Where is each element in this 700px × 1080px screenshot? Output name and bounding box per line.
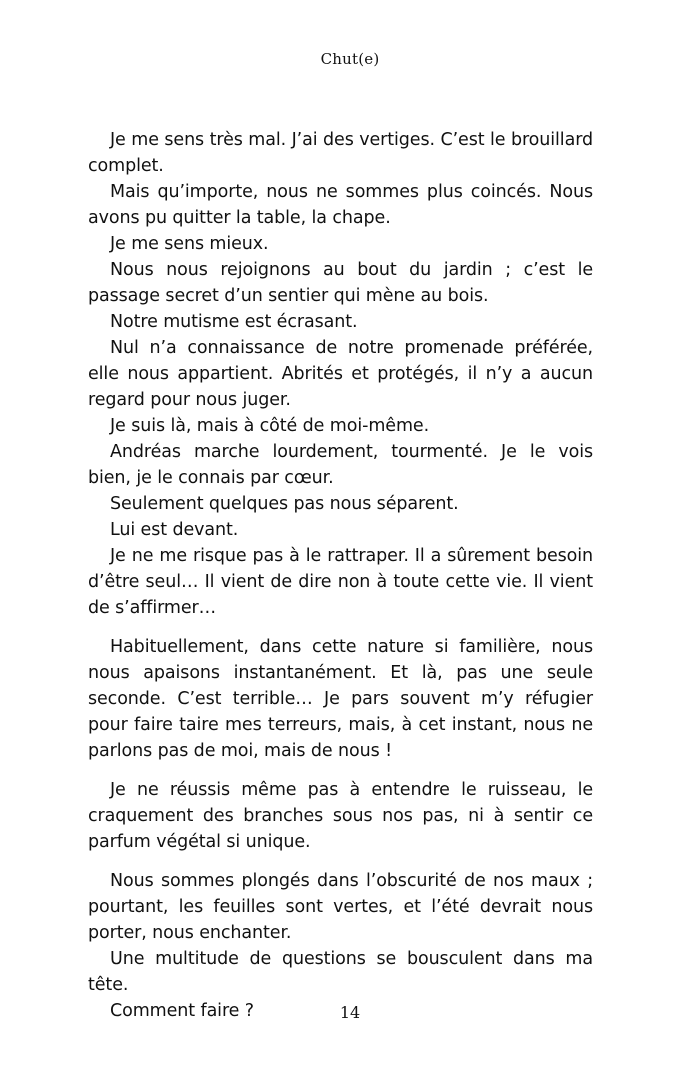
paragraph: Nous sommes plongés dans l’obscurité de nos maux ; pourtant, les feuilles sont vertes, et l’été devrait nous porter, nous enchanter. <box>88 871 593 943</box>
paragraph: Nul n’a connaissance de notre promenade préférée, elle nous appartient. Abrités et protégés, il n’y a aucun regard pour nous juger. <box>88 338 593 410</box>
paragraph: Lui est devant. <box>110 520 239 540</box>
paragraph: Mais qu’importe, nous ne sommes plus coincés. Nous avons pu quitter la table, la chape. <box>88 182 593 228</box>
paragraph: Comment faire ? <box>110 1001 254 1021</box>
running-header-title: Chut(e) <box>320 50 380 68</box>
paragraph: Andréas marche lourdement, tourmenté. Je le vois bien, je le connais par cœur. <box>88 442 593 488</box>
paragraph: Notre mutisme est écrasant. <box>110 312 358 332</box>
paragraph: Habituellement, dans cette nature si familière, nous nous apaisons instantanément. Et là, pas une seule seconde. C’est terrible… Je pars souvent m’y réfugier pour faire taire mes terreurs, mais, à cet instant, nous ne parlons pas de moi, mais de nous ! <box>88 637 593 761</box>
paragraph: Une multitude de questions se bousculent dans ma tête. <box>88 949 593 995</box>
paragraph: Je me sens très mal. J’ai des vertiges. C’est le brouillard complet. <box>88 130 593 176</box>
paragraph: Je suis là, mais à côté de moi-même. <box>110 416 430 436</box>
paragraph: Je ne me risque pas à le rattraper. Il a sûrement besoin d’être seul… Il vient de dire non à toute cette vie. Il vient de s’affirmer… <box>88 546 593 618</box>
paragraph: Je me sens mieux. <box>110 234 269 254</box>
page-number: 14 <box>339 1003 361 1022</box>
paragraph: Nous nous rejoignons au bout du jardin ; c’est le passage secret d’un sentier qui mène au bois. <box>88 260 593 306</box>
body-text <box>88 127 593 1024</box>
paragraph: Seulement quelques pas nous séparent. <box>110 494 459 514</box>
paragraph: Je ne réussis même pas à entendre le ruisseau, le craquement des branches sous nos pas, ni à sentir ce parfum végétal si unique. <box>88 780 593 852</box>
